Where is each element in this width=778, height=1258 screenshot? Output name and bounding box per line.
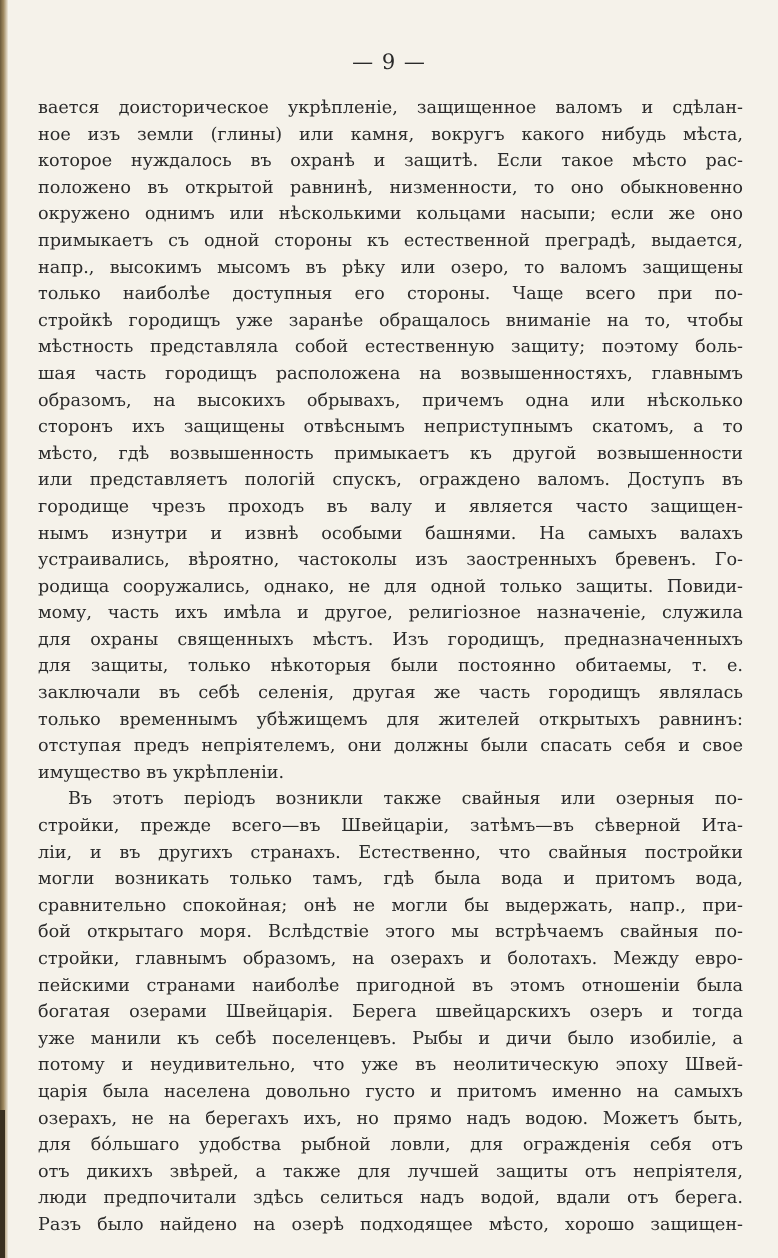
text-line: отступая предъ непріятелемъ, они должны были спасать себя и свое [38, 736, 743, 757]
text-line: уже манили къ себѣ поселенцевъ. Рыбы и дичи было изобиліе, а [38, 1028, 743, 1049]
text-line: которое нуждалось въ охранѣ и защитѣ. Если такое мѣсто рас- [38, 151, 743, 172]
text-line: богатая озерами Швейцарія. Берега швейцарскихъ озеръ и тогда [38, 1002, 743, 1023]
page-binding-edge [0, 0, 8, 1258]
text-line: сторонъ ихъ защищены отвѣснымъ неприступнымъ скатомъ, а то [38, 417, 743, 438]
text-line: отъ дикихъ звѣрей, а также для лучшей защиты отъ непріятеля, [38, 1161, 743, 1182]
text-line: или представляетъ пологій спускъ, ограждено валомъ. Доступъ въ [38, 470, 743, 491]
text-line: Разъ было найдено на озерѣ подходящее мѣсто, хорошо защищен- [38, 1214, 743, 1235]
text-line: царія была населена довольно густо и притомъ именно на самыхъ [38, 1081, 743, 1102]
text-line: для бóльшаго удобства рыбной ловли, для огражденія себя отъ [38, 1135, 743, 1156]
text-line: стройки, прежде всего—въ Швейцаріи, затѣмъ—въ сѣверной Ита- [38, 816, 743, 837]
paragraph-end-line: имущество въ укрѣпленіи. [38, 762, 285, 783]
text-line: для защиты, только нѣкоторыя были постоянно обитаемы, т. е. [38, 656, 743, 677]
text-line: потому и неудивительно, что уже въ неолитическую эпоху Швей- [38, 1055, 743, 1076]
text-line: положено въ открытой равнинѣ, низменности, то оно обыкновенно [38, 177, 743, 198]
text-line: ліи, и въ другихъ странахъ. Естественно, что свайныя постройки [38, 842, 743, 863]
text-line: бой открытаго моря. Вслѣдствіе этого мы встрѣчаемъ свайныя по- [38, 922, 743, 943]
text-line: родища сооружались, однако, не для одной только защиты. Повиди- [38, 576, 743, 597]
text-line: могли возникать только тамъ, гдѣ была вода и притомъ вода, [38, 869, 743, 890]
text-line: для охраны священныхъ мѣстъ. Изъ городищъ, предназначенныхъ [38, 629, 743, 650]
page-number: — 9 — [352, 50, 426, 74]
text-line: городище чрезъ проходъ въ валу и является часто защищен- [38, 496, 743, 517]
text-line: озерахъ, не на берегахъ ихъ, но прямо надъ водою. Можетъ быть, [38, 1108, 743, 1129]
text-line: стройки, главнымъ образомъ, на озерахъ и болотахъ. Между евро- [38, 949, 743, 969]
text-line: только наиболѣе доступныя его стороны. Чаще всего при по- [38, 284, 743, 305]
text-line: мѣсто, гдѣ возвышенность примыкаетъ къ другой возвышенности [38, 443, 743, 464]
text-line: сравнительно спокойная; онѣ не могли бы выдержать, напр., при- [38, 895, 743, 916]
text-line: образомъ, на высокихъ обрывахъ, причемъ одна или нѣсколько [38, 390, 743, 411]
page-binding-shadow [0, 1110, 5, 1258]
text-line: шая часть городищъ расположена на возвышенностяхъ, главнымъ [38, 363, 743, 384]
text-line: окружено однимъ или нѣсколькими кольцами насыпи; если же оно [38, 204, 743, 225]
text-line: мѣстность представляла собой естественную защиту; поэтому боль- [38, 337, 743, 358]
text-line: примыкаетъ съ одной стороны къ естественной преградѣ, выдается, [38, 230, 743, 251]
text-line: вается доисторическое укрѣпленіе, защищенное валомъ и сдѣлан- [38, 98, 743, 118]
text-line: мому, часть ихъ имѣла и другое, религіозное назначеніе, служила [38, 603, 743, 624]
text-line: только временнымъ убѣжищемъ для жителей открытыхъ равнинъ: [38, 709, 743, 730]
text-line: нымъ изнутри и извнѣ особыми башнями. На самыхъ валахъ [38, 523, 743, 544]
body-text [38, 95, 743, 1239]
text-line: ное изъ земли (глины) или камня, вокругъ какого нибудь мѣста, [38, 124, 743, 145]
text-line: пейскими странами наиболѣе пригодной въ этомъ отношеніи была [38, 975, 743, 996]
paragraph-start-line: Въ этотъ періодъ возникли также свайныя или озерныя по- [68, 789, 743, 810]
text-line: стройкѣ городищъ уже заранѣе обращалось вниманіе на то, чтобы [38, 310, 743, 331]
text-line: устраивались, вѣроятно, частоколы изъ заостренныхъ бревенъ. Го- [38, 550, 743, 571]
text-line: люди предпочитали здѣсь селиться надъ водой, вдали отъ берега. [38, 1188, 743, 1209]
text-line: заключали въ себѣ селенія, другая же часть городищъ являлась [38, 683, 743, 704]
text-line: напр., высокимъ мысомъ въ рѣку или озеро, то валомъ защищены [38, 257, 743, 278]
